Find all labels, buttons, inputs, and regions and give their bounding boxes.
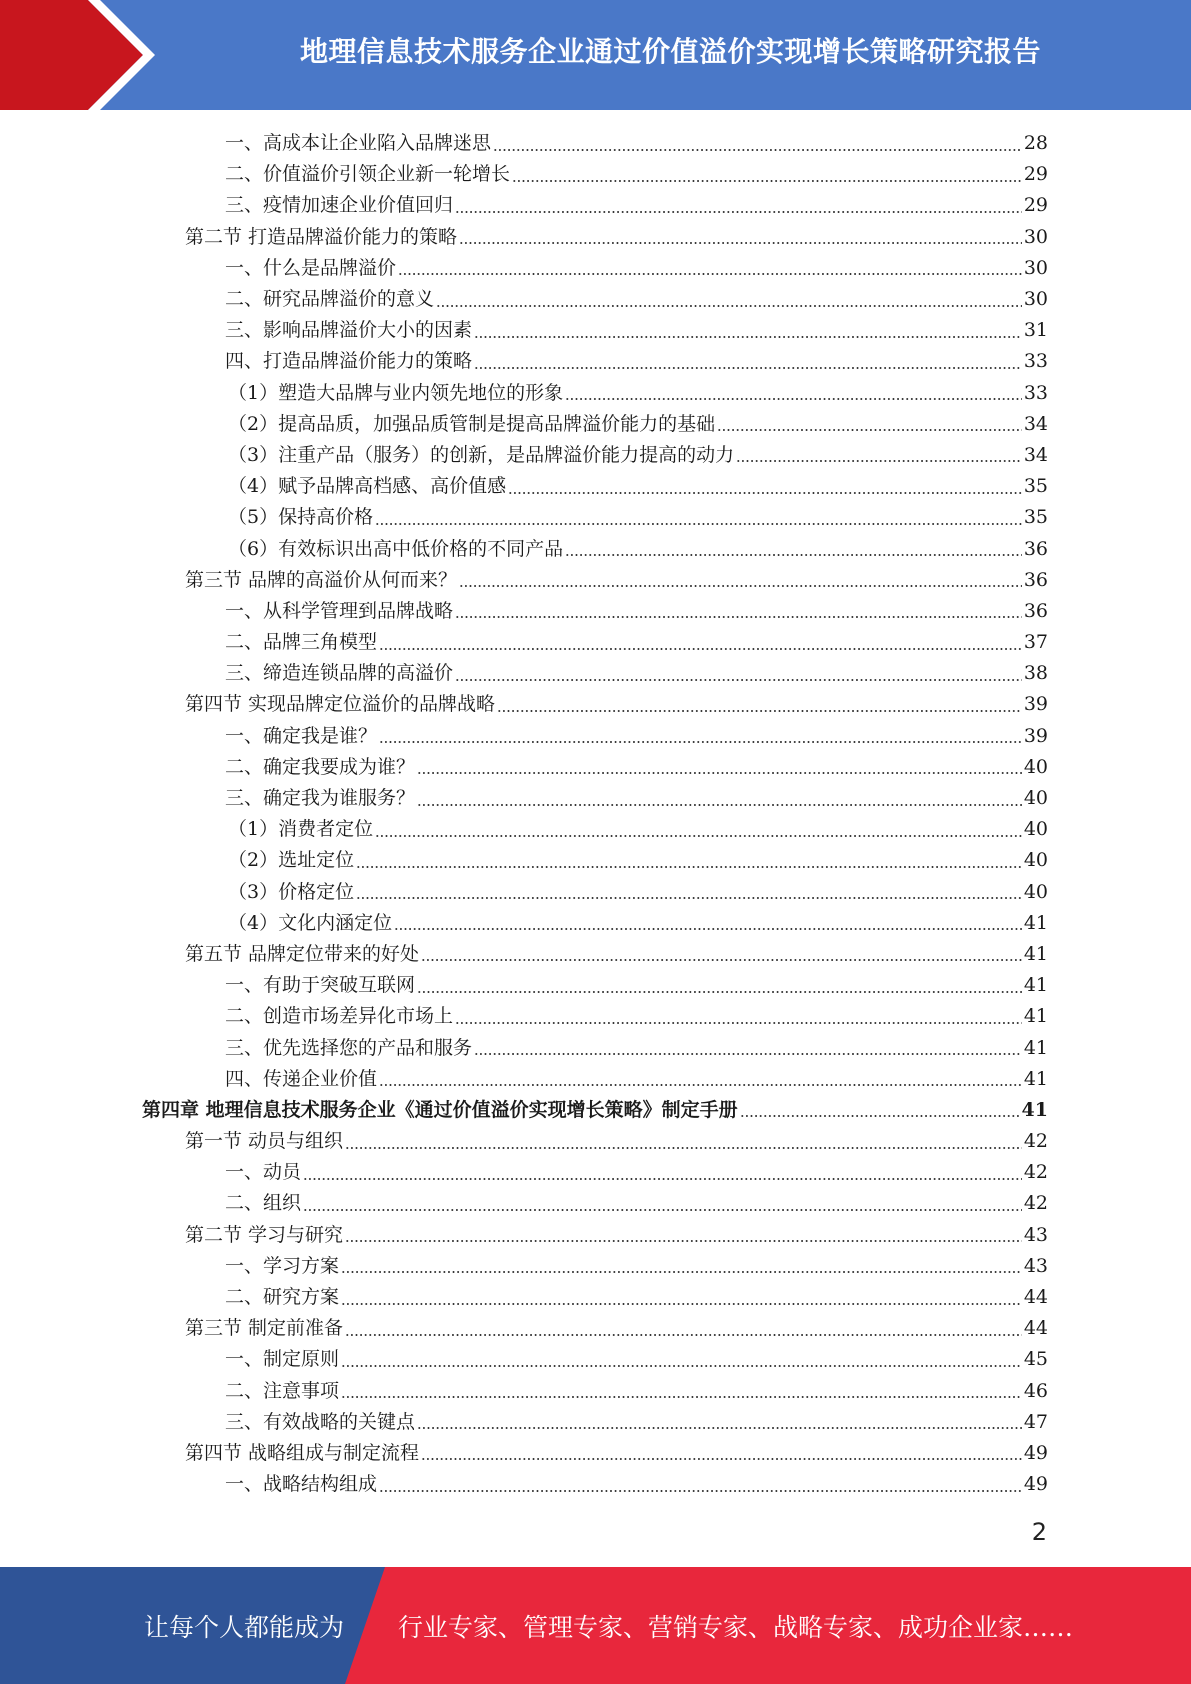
toc-entry[interactable] <box>0 1188 1191 1219</box>
toc-entry-title: （6）有效标识出高中低价格的不同产品 <box>228 537 564 560</box>
toc-entry[interactable] <box>0 877 1191 908</box>
toc-entry-page: 31 <box>1023 319 1048 342</box>
toc-entry[interactable] <box>0 845 1191 876</box>
toc-entry-page: 36 <box>1023 568 1048 591</box>
toc-entry-page: 43 <box>1023 1254 1048 1277</box>
toc-entry-page: 33 <box>1023 350 1048 373</box>
toc-entry-title: （3）注重产品（服务）的创新，是品牌溢价能力提高的动力 <box>228 443 735 466</box>
toc-dot-leader <box>417 991 1022 993</box>
toc-dot-leader <box>565 554 1022 556</box>
toc-entry-title: 第三节 品牌的高溢价从何而来？ <box>185 568 458 591</box>
toc-entry-page: 47 <box>1023 1410 1048 1433</box>
toc-entry[interactable] <box>0 502 1191 533</box>
toc-entry-page: 28 <box>1023 132 1048 155</box>
toc-dot-leader <box>379 1084 1022 1086</box>
toc-entry-title: 一、从科学管理到品牌战略 <box>225 599 454 622</box>
toc-entry[interactable] <box>0 1032 1191 1063</box>
footer-slogan-right: 行业专家、管理专家、营销专家、战略专家、成功企业家…… <box>398 1612 1074 1642</box>
toc-entry-page: 49 <box>1023 1473 1048 1496</box>
toc-entry-page: 30 <box>1023 225 1048 248</box>
toc-entry-title: 三、缔造连锁品牌的高溢价 <box>225 662 454 685</box>
toc-entry[interactable] <box>0 1095 1191 1126</box>
toc-entry-page: 43 <box>1023 1223 1048 1246</box>
toc-dot-leader <box>356 897 1022 899</box>
toc-entry-page: 49 <box>1023 1441 1048 1464</box>
toc-dot-leader <box>455 679 1022 681</box>
toc-dot-leader <box>417 772 1022 774</box>
toc-entry[interactable] <box>0 689 1191 720</box>
toc-entry[interactable] <box>0 284 1191 315</box>
toc-entry-title: 一、高成本让企业陷入品牌迷思 <box>225 132 492 155</box>
toc-entry-page: 41 <box>1023 1067 1048 1090</box>
toc-entry-page: 39 <box>1023 693 1048 716</box>
toc-dot-leader <box>417 804 1022 806</box>
toc-entry-page: 34 <box>1023 412 1048 435</box>
table-of-contents <box>0 128 1191 1500</box>
toc-entry-page: 40 <box>1023 787 1048 810</box>
document-title: 地理信息技术服务企业通过价值溢价实现增长策略研究报告 <box>299 35 1041 68</box>
toc-dot-leader <box>303 1178 1022 1180</box>
toc-dot-leader <box>512 180 1022 182</box>
toc-entry-title: 二、品牌三角模型 <box>225 631 378 654</box>
toc-dot-leader <box>421 1458 1022 1460</box>
toc-dot-leader <box>341 1271 1022 1273</box>
toc-entry[interactable] <box>0 783 1191 814</box>
toc-entry-page: 44 <box>1023 1286 1048 1309</box>
toc-entry[interactable] <box>0 721 1191 752</box>
toc-entry[interactable] <box>0 1438 1191 1469</box>
toc-entry-title: 第五节 品牌定位带来的好处 <box>185 942 420 965</box>
toc-dot-leader <box>379 648 1022 650</box>
toc-entry[interactable] <box>0 253 1191 284</box>
toc-entry-page: 45 <box>1023 1348 1048 1371</box>
toc-entry-title: 四、打造品牌溢价能力的策略 <box>225 350 473 373</box>
toc-entry[interactable] <box>0 1313 1191 1344</box>
toc-dot-leader <box>474 1053 1022 1055</box>
toc-dot-leader <box>379 1490 1022 1492</box>
toc-entry-page: 41 <box>1021 1098 1048 1121</box>
toc-dot-leader <box>474 367 1022 369</box>
toc-dot-leader <box>565 398 1022 400</box>
toc-entry[interactable] <box>0 596 1191 627</box>
toc-dot-leader <box>398 273 1022 275</box>
toc-entry-page: 35 <box>1023 475 1048 498</box>
toc-dot-leader <box>455 1022 1022 1024</box>
toc-entry[interactable] <box>0 908 1191 939</box>
footer-slogan-left: 让每个人都能成为 <box>144 1612 345 1642</box>
toc-entry[interactable] <box>0 190 1191 221</box>
toc-entry-page: 30 <box>1023 256 1048 279</box>
toc-entry-title: （4）文化内涵定位 <box>228 911 393 934</box>
toc-entry-title: 一、有助于突破互联网 <box>225 974 416 997</box>
toc-entry-page: 41 <box>1023 942 1048 965</box>
toc-dot-leader <box>375 835 1022 837</box>
toc-entry-page: 41 <box>1023 974 1048 997</box>
toc-entry[interactable] <box>0 159 1191 190</box>
toc-dot-leader <box>341 1396 1022 1398</box>
toc-entry-title: 第三节 制定前准备 <box>185 1317 344 1340</box>
toc-entry[interactable] <box>0 627 1191 658</box>
toc-entry-page: 41 <box>1023 1005 1048 1028</box>
toc-dot-leader <box>455 211 1022 213</box>
toc-entry-title: 一、制定原则 <box>225 1348 340 1371</box>
toc-entry-title: 一、战略结构组成 <box>225 1473 378 1496</box>
toc-entry[interactable] <box>0 1064 1191 1095</box>
toc-dot-leader <box>341 1365 1022 1367</box>
toc-entry[interactable] <box>0 1157 1191 1188</box>
toc-entry[interactable] <box>0 658 1191 689</box>
toc-entry-title: 三、影响品牌溢价大小的因素 <box>225 319 473 342</box>
toc-entry-page: 36 <box>1023 599 1048 622</box>
toc-dot-leader <box>508 492 1022 494</box>
toc-entry-page: 41 <box>1023 911 1048 934</box>
toc-dot-leader <box>459 585 1022 587</box>
toc-entry[interactable] <box>0 752 1191 783</box>
header-arrow-flag <box>0 0 160 110</box>
toc-entry-title: 第一节 动员与组织 <box>185 1130 344 1153</box>
toc-dot-leader <box>497 710 1022 712</box>
toc-entry-title: （2）选址定位 <box>228 849 355 872</box>
toc-entry-page: 40 <box>1023 880 1048 903</box>
toc-entry-title: 一、动员 <box>225 1161 302 1184</box>
toc-dot-leader <box>356 866 1022 868</box>
toc-entry[interactable] <box>0 533 1191 564</box>
toc-entry-title: 一、确定我是谁？ <box>225 724 378 747</box>
toc-entry[interactable] <box>0 346 1191 377</box>
toc-entry[interactable] <box>0 814 1191 845</box>
toc-dot-leader <box>394 928 1022 930</box>
toc-entry-page: 29 <box>1023 194 1048 217</box>
toc-entry-title: 三、确定我为谁服务？ <box>225 787 416 810</box>
toc-entry[interactable] <box>0 1251 1191 1282</box>
toc-entry-title: 二、价值溢价引领企业新一轮增长 <box>225 163 511 186</box>
toc-entry-page: 44 <box>1023 1317 1048 1340</box>
toc-entry-title: （2）提高品质，加强品质管制是提高品牌溢价能力的基础 <box>228 412 716 435</box>
toc-entry[interactable] <box>0 1282 1191 1313</box>
toc-dot-leader <box>740 1115 1020 1117</box>
toc-entry-title: 第四节 战略组成与制定流程 <box>185 1441 420 1464</box>
toc-entry-page: 42 <box>1023 1192 1048 1215</box>
toc-entry[interactable] <box>0 440 1191 471</box>
toc-entry[interactable] <box>0 222 1191 253</box>
toc-entry-page: 35 <box>1023 506 1048 529</box>
toc-entry[interactable] <box>0 1469 1191 1500</box>
toc-entry[interactable] <box>0 1126 1191 1157</box>
toc-dot-leader <box>345 1334 1022 1336</box>
header-banner <box>0 0 1191 110</box>
toc-dot-leader <box>375 523 1022 525</box>
toc-entry[interactable] <box>0 970 1191 1001</box>
toc-entry[interactable] <box>0 1407 1191 1438</box>
toc-entry-page: 40 <box>1023 755 1048 778</box>
toc-entry-title: 二、注意事项 <box>225 1379 340 1402</box>
toc-entry-title: 三、疫情加速企业价值回归 <box>225 194 454 217</box>
toc-entry[interactable] <box>0 565 1191 596</box>
toc-entry-title: 二、研究品牌溢价的意义 <box>225 288 435 311</box>
toc-entry[interactable] <box>0 939 1191 970</box>
toc-dot-leader <box>493 149 1022 151</box>
toc-entry-page: 36 <box>1023 537 1048 560</box>
footer-banner <box>0 1567 1191 1684</box>
toc-dot-leader <box>345 1240 1022 1242</box>
toc-dot-leader <box>474 336 1022 338</box>
toc-entry-page: 38 <box>1023 662 1048 685</box>
toc-entry-title: 第二节 打造品牌溢价能力的策略 <box>185 225 458 248</box>
toc-entry[interactable] <box>0 1376 1191 1407</box>
toc-entry-title: 一、什么是品牌溢价 <box>225 256 397 279</box>
toc-entry-title: 二、创造市场差异化市场上 <box>225 1005 454 1028</box>
toc-dot-leader <box>345 1147 1022 1149</box>
toc-dot-leader <box>379 741 1022 743</box>
toc-entry-page: 30 <box>1023 288 1048 311</box>
toc-entry-title: 二、组织 <box>225 1192 302 1215</box>
toc-entry[interactable] <box>0 1001 1191 1032</box>
toc-entry-title: （4）赋予品牌高档感、高价值感 <box>228 475 507 498</box>
toc-entry-title: 第四节 实现品牌定位溢价的品牌战略 <box>185 693 496 716</box>
toc-dot-leader <box>459 242 1022 244</box>
toc-entry-title: （5）保持高价格 <box>228 506 374 529</box>
toc-entry-page: 46 <box>1023 1379 1048 1402</box>
toc-entry-page: 39 <box>1023 724 1048 747</box>
toc-entry-page: 34 <box>1023 443 1048 466</box>
toc-entry-page: 42 <box>1023 1130 1048 1153</box>
toc-dot-leader <box>455 616 1022 618</box>
toc-entry-title: （3）价格定位 <box>228 880 355 903</box>
toc-entry-page: 40 <box>1023 818 1048 841</box>
toc-entry-page: 33 <box>1023 381 1048 404</box>
toc-entry[interactable] <box>0 471 1191 502</box>
toc-entry-title: 二、研究方案 <box>225 1286 340 1309</box>
toc-entry[interactable] <box>0 315 1191 346</box>
toc-entry-page: 41 <box>1023 1036 1048 1059</box>
toc-entry-title: （1）塑造大品牌与业内领先地位的形象 <box>228 381 564 404</box>
toc-entry-page: 37 <box>1023 631 1048 654</box>
toc-entry[interactable] <box>0 378 1191 409</box>
toc-dot-leader <box>717 429 1022 431</box>
toc-entry-title: 第四章 地理信息技术服务企业《通过价值溢价实现增长策略》制定手册 <box>142 1098 738 1121</box>
toc-dot-leader <box>436 305 1022 307</box>
toc-entry-page: 29 <box>1023 163 1048 186</box>
toc-entry-title: 四、传递企业价值 <box>225 1067 378 1090</box>
toc-entry[interactable] <box>0 1220 1191 1251</box>
page-number: 2 <box>1031 1518 1047 1546</box>
toc-dot-leader <box>341 1303 1022 1305</box>
toc-dot-leader <box>303 1209 1022 1211</box>
toc-dot-leader <box>417 1427 1022 1429</box>
toc-entry[interactable] <box>0 409 1191 440</box>
toc-entry-title: 一、学习方案 <box>225 1254 340 1277</box>
toc-entry[interactable] <box>0 1344 1191 1375</box>
toc-entry-title: 三、有效战略的关键点 <box>225 1410 416 1433</box>
toc-entry-page: 40 <box>1023 849 1048 872</box>
toc-entry-title: 第二节 学习与研究 <box>185 1223 344 1246</box>
toc-entry-title: （1）消费者定位 <box>228 818 374 841</box>
toc-entry-title: 二、确定我要成为谁？ <box>225 755 416 778</box>
toc-entry-page: 42 <box>1023 1161 1048 1184</box>
toc-entry[interactable] <box>0 128 1191 159</box>
toc-dot-leader <box>421 959 1022 961</box>
toc-entry-title: 三、优先选择您的产品和服务 <box>225 1036 473 1059</box>
toc-dot-leader <box>736 460 1022 462</box>
